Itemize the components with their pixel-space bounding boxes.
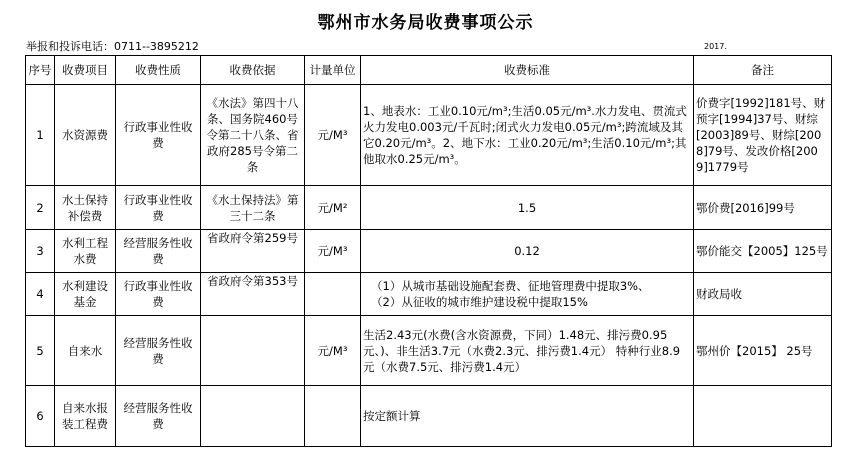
table-row <box>26 273 832 316</box>
row-no: 3 <box>26 230 55 273</box>
row-nature: 行政事业性收费 <box>116 273 201 316</box>
header-no: 序号 <box>26 56 55 85</box>
header-standard: 收费标准 <box>361 56 694 85</box>
table-row <box>26 230 832 273</box>
table-row <box>26 386 832 447</box>
header-note: 备注 <box>694 56 832 85</box>
row-note: 鄂州价【2015】 25号 <box>694 316 832 386</box>
row-basis: 省政府令第353号 <box>201 273 305 316</box>
row-basis <box>201 386 305 447</box>
row-nature: 经营服务性收费 <box>116 230 201 273</box>
row-no: 5 <box>26 316 55 386</box>
header-nature: 收费性质 <box>116 56 201 85</box>
row-item: 水利建设基金 <box>55 273 116 316</box>
row-standard <box>361 273 694 316</box>
row-standard: 1.5 <box>361 186 694 230</box>
year-label: 2017. <box>704 42 727 51</box>
row-note: 鄂价费[2016]99号 <box>694 186 832 230</box>
row-note <box>694 386 832 447</box>
row-no: 1 <box>26 85 55 186</box>
row-note: 财政局收 <box>694 273 832 316</box>
row-standard: 按定额计算 <box>361 386 694 447</box>
row-unit: 元/M³ <box>305 230 361 273</box>
row-no: 6 <box>26 386 55 447</box>
row-basis <box>201 316 305 386</box>
row-standard: 生活2.43元(水费(含水资源费，下同）1.48元、排污费0.95元、)、非生活3.7元（水费2.3元、排污费1.4元） 特种行业8.9元（水费7.5元、排污费1.4元） <box>361 316 694 386</box>
table-row <box>26 316 832 386</box>
row-no: 2 <box>26 186 55 230</box>
row-standard: 1、地表水：工业0.10元/m³;生活0.05元/m³.水力发电、贯流式火力发电0.003元/千瓦时;闭式火力发电0.05元/m³;跨流域及其它0.20元/m³。2、地下水：工业0.20元/m³;生活0.10元/m³;其他取水0.25元/m³。 <box>361 85 694 186</box>
row-nature: 经营服务性收费 <box>116 316 201 386</box>
row-unit <box>305 386 361 447</box>
row-basis: 《水法》第四十八条、国务院460号令第二十八条、省政府285号令第二条 <box>201 85 305 186</box>
header-item: 收费项目 <box>55 56 116 85</box>
row-note: 价费字[1992]181号、财预字[1994]37号、财综[2003]89号、财综[2008]79号、发改价格[2009]1779号 <box>694 85 832 186</box>
row-unit: 元/M³ <box>305 316 361 386</box>
row-basis: 省政府令第259号 <box>201 230 305 273</box>
standard-line: （2）从征收的城市维护建设税中提取15% <box>371 295 588 309</box>
table-header-row <box>26 56 832 85</box>
complaint-phone: 举报和投诉电话：0711--3895212 <box>26 40 199 53</box>
row-unit <box>305 273 361 316</box>
row-nature: 行政事业性收费 <box>116 186 201 230</box>
page-title: 鄂州市水务局收费事项公示 <box>317 13 534 33</box>
standard-line: （1）从城市基础设施配套费、征地管理费中提取3%、 <box>371 279 650 293</box>
row-basis: 《水土保持法》第三十二条 <box>201 186 305 230</box>
fee-table <box>25 55 832 447</box>
row-item: 自来水报装工程费 <box>55 386 116 447</box>
table-row <box>26 85 832 186</box>
row-no: 4 <box>26 273 55 316</box>
row-item: 水利工程水费 <box>55 230 116 273</box>
header-basis: 收费依据 <box>201 56 305 85</box>
row-unit: 元/M³ <box>305 85 361 186</box>
row-nature: 行政事业性收费 <box>116 85 201 186</box>
row-item: 水资源费 <box>55 85 116 186</box>
header-unit: 计量单位 <box>305 56 361 85</box>
row-nature: 经营服务性收费 <box>116 386 201 447</box>
table-row <box>26 186 832 230</box>
row-item: 自来水 <box>55 316 116 386</box>
row-note: 鄂价能交【2005】125号 <box>694 230 832 273</box>
row-item: 水土保持补偿费 <box>55 186 116 230</box>
row-standard: 0.12 <box>361 230 694 273</box>
row-unit: 元/M² <box>305 186 361 230</box>
